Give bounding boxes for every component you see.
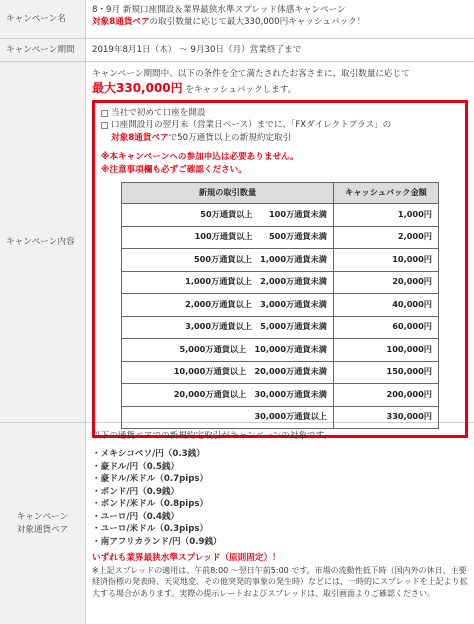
table-row — [122, 226, 439, 249]
volume-cell: 3,000万通貨以上 5,000万通貨未満 — [122, 316, 334, 339]
header-volume: 新規の取引数量 — [122, 183, 334, 204]
list-item: ・豪ドル/米ドル（0.7pips） — [92, 474, 209, 485]
target-pairs-highlight: 対象8通貨ペア — [92, 17, 150, 28]
condition-item-1-text: 当社で初めて口座を開設 — [111, 107, 206, 118]
amount-cell: 330,000円 — [334, 406, 439, 429]
table-row — [122, 204, 439, 227]
campaign-period-value: 2019年8月1日（木） ～ 9月30日（月）営業終了まで — [92, 44, 302, 55]
volume-cell: 30,000万通貨以上 — [122, 406, 334, 429]
condition-item-2-highlight: 対象8通貨ペア — [111, 132, 169, 143]
volume-cell: 1,000万通貨以上 2,000万通貨未満 — [122, 271, 334, 294]
spread-note: いずれも業界最狭水準スプレッド（原則固定）！ — [92, 553, 281, 564]
checkbox-icon — [101, 122, 108, 129]
volume-cell: 2,000万通貨以上 3,000万通貨未満 — [122, 294, 334, 317]
amount-cell: 150,000円 — [334, 361, 439, 384]
amount-cell: 10,000円 — [334, 249, 439, 272]
campaign-name-line2-rest: の取引数量に応じて最大330,000円キャッシュバック！ — [149, 17, 366, 28]
list-item: ・ポンド/米ドル（0.8pips） — [92, 499, 209, 510]
amount-cell: 20,000円 — [334, 271, 439, 294]
notice-check-terms: ※注意事項欄も必ずご確認ください。 — [101, 164, 247, 175]
campaign-name-row — [0, 0, 474, 39]
campaign-pairs-label-line2: 対象通貨ペア — [16, 524, 69, 535]
content-intro-line1: キャンペーン期間中、以下の条件を全て満たされたお客さまに、取引数量に応じて — [92, 69, 410, 79]
conditions-box — [92, 100, 468, 438]
volume-cell: 5,000万通貨以上 10,000万通貨未満 — [122, 339, 334, 362]
max-amount: 最大330,000円 — [92, 81, 183, 96]
amount-cell: 40,000円 — [334, 294, 439, 317]
pairs-intro: 以下の通貨ペアでの新規約定取引がキャンペーンの対象です。 — [92, 431, 333, 441]
content-intro-line2 — [92, 80, 472, 97]
condition-item-2-text — [111, 119, 391, 144]
list-item: ・ポンド/円（0.9銭） — [92, 486, 180, 497]
table-row — [122, 384, 439, 407]
volume-cell: 50万通貨以上 100万通貨未満 — [122, 204, 334, 227]
campaign-pairs-label-line1: キャンペーン — [16, 512, 69, 523]
list-item: ・ユーロ/円（0.4銭） — [92, 511, 180, 522]
campaign-content-row — [0, 62, 474, 423]
pairs-list — [92, 448, 468, 548]
campaign-name-line1: 8・9月 新規口座開設＆業界最狭水準スプレッド体感キャンペーン — [92, 5, 346, 15]
notice-no-application: ※本キャンペーンへの参加申込は必要ありません。 — [101, 152, 299, 163]
campaign-period-label: キャンペーン期間 — [0, 39, 86, 61]
amount-cell: 60,000円 — [334, 316, 439, 339]
table-row — [122, 249, 439, 272]
amount-cell: 200,000円 — [334, 384, 439, 407]
header-cashback: キャッシュバック金額 — [334, 183, 439, 204]
checkbox-icon — [101, 110, 108, 117]
campaign-pairs-row — [0, 423, 474, 624]
campaign-content-value — [86, 62, 474, 422]
cashback-table-header — [122, 183, 439, 204]
spread-footnote: ※上記スプレッドの適用は、午前8:00 ～翌日午前5:00 です。市場の流動性低下時（国内外の休日、主要経済指標の発表時、天災地変、その他突発的事象の発生時）などには、一時的にスプレッドを上記より拡大する場合があります。実際の提示レートおよびスプレッドは、取引画面よりご確認ください。 — [92, 565, 468, 598]
amount-cell: 100,000円 — [334, 339, 439, 362]
campaign-name-line2 — [92, 16, 468, 28]
condition-item-2-text-b: で50万通貨以上の新規約定取引 — [168, 132, 292, 143]
condition-item-2 — [101, 119, 459, 144]
list-item: ・南アフリカランド/円（0.9銭） — [92, 536, 222, 547]
table-row — [122, 316, 439, 339]
cashback-table — [121, 182, 439, 429]
list-item: ・メキシコペソ/円（0.3銭） — [92, 449, 205, 460]
table-row — [122, 339, 439, 362]
condition-item-1 — [101, 107, 459, 119]
condition-item-2-text-a: 口座開設月の翌月末（営業日ベース）までに、「FXダイレクトプラス」の — [111, 120, 392, 131]
campaign-period-row — [0, 39, 474, 62]
campaign-pairs-value — [86, 423, 474, 624]
volume-cell: 20,000万通貨以上 30,000万通貨未満 — [122, 384, 334, 407]
volume-cell: 100万通貨以上 500万通貨未満 — [122, 226, 334, 249]
volume-cell: 10,000万通貨以上 20,000万通貨未満 — [122, 361, 334, 384]
campaign-name-label: キャンペーン名 — [0, 0, 86, 38]
campaign-name-value — [86, 0, 474, 38]
table-row — [122, 294, 439, 317]
amount-cell: 2,000円 — [334, 226, 439, 249]
campaign-pairs-label — [0, 423, 86, 624]
amount-cell: 1,000円 — [334, 204, 439, 227]
volume-cell: 500万通貨以上 1,000万通貨未満 — [122, 249, 334, 272]
table-row — [122, 271, 439, 294]
campaign-content-label: キャンペーン内容 — [0, 62, 86, 422]
list-item: ・ユーロ/米ドル（0.3pips） — [92, 524, 209, 535]
table-row — [122, 361, 439, 384]
list-item: ・豪ドル/円（0.5銭） — [92, 461, 180, 472]
content-intro-rest: をキャッシュバックします。 — [185, 85, 297, 96]
